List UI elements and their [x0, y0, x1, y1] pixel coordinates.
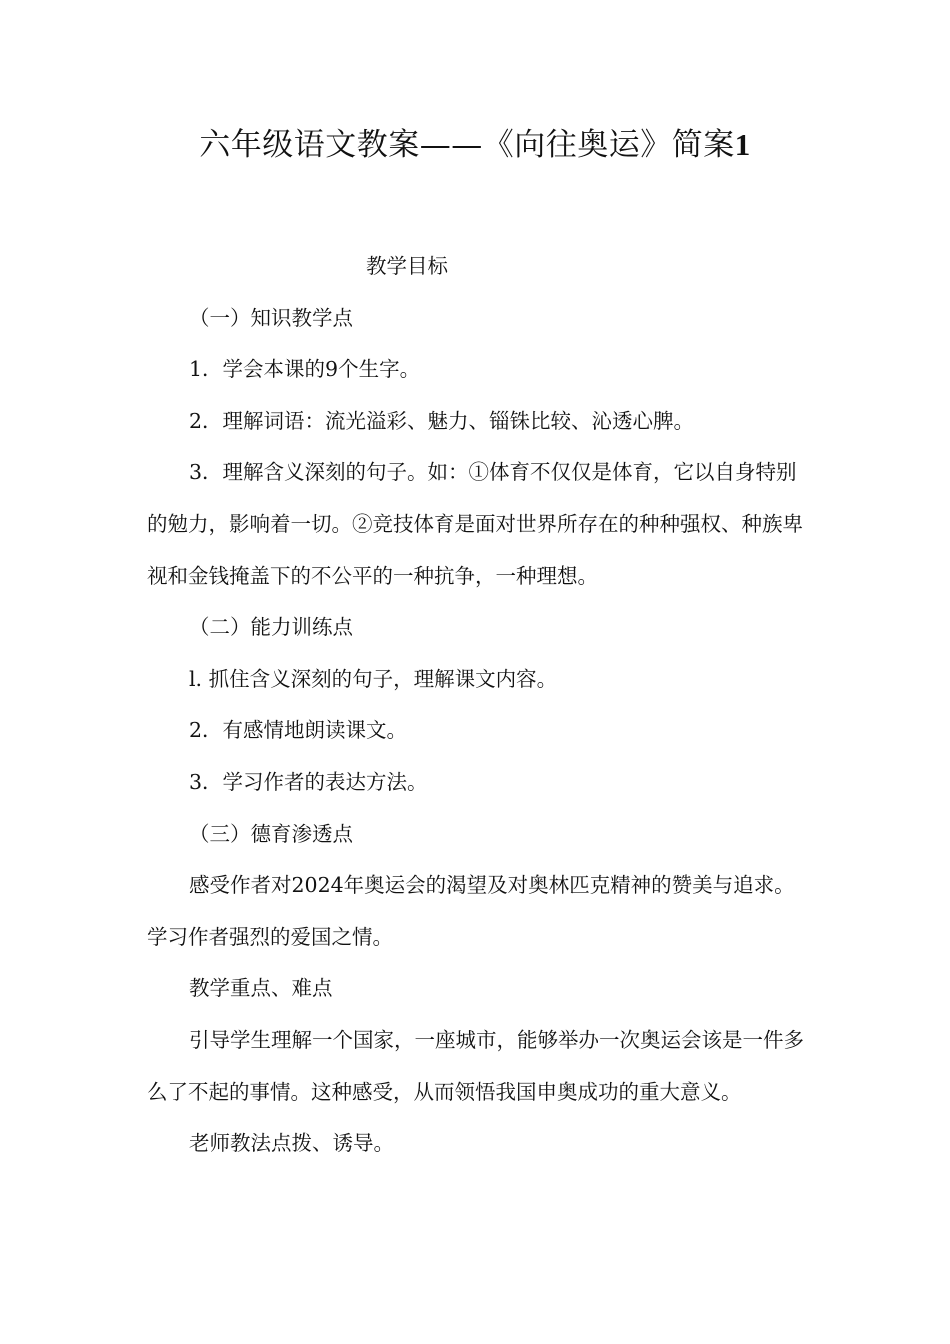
section-heading-teaching-goals: 教学目标 — [366, 254, 448, 278]
subheading-moral-points: （三）德育渗透点 — [189, 821, 353, 846]
subheading-knowledge-points: （一）知识教学点 — [189, 305, 353, 330]
list-item: 1．学会本课的9个生字。 — [189, 357, 421, 382]
list-item: 2．理解词语：流光溢彩、魅力、锱铢比较、沁透心脾。 — [189, 408, 695, 433]
title-text: 六年级语文教案——《向往奥运》简案 — [199, 127, 735, 163]
body-paragraph: 感受作者对2024年奥运会的渴望及对奥林匹克精神的赞美与追求。学习作者强烈的爱国之情。 — [147, 873, 795, 949]
list-item: 3．理解含义深刻的句子。如：①体育不仅仅是体育，它以自身特别的勉力，影响着一切。②竞技体育是面对世界所存在的种种强权、种族卑视和金钱掩盖下的不公平的一种抗争，一种理想。 — [147, 460, 803, 588]
section-heading-key-points: 教学重点、难点 — [189, 976, 333, 1001]
document-title — [0, 122, 950, 168]
subheading-ability-points: （二）能力训练点 — [189, 615, 353, 640]
document-body — [147, 241, 812, 1170]
body-paragraph: 引导学生理解一个国家，一座城市，能够举办一次奥运会该是一件多么了不起的事情。这种感受，从而领悟我国申奥成功的重大意义。 — [147, 1027, 804, 1104]
body-paragraph: 老师教法点拨、诱导。 — [189, 1131, 394, 1156]
title-number: 1 — [734, 127, 751, 162]
list-item: 3．学习作者的表达方法。 — [189, 769, 428, 794]
list-item: 2．有感情地朗读课文。 — [189, 718, 408, 743]
list-item: l. 抓住含义深刻的句子，理解课文内容。 — [189, 666, 558, 691]
